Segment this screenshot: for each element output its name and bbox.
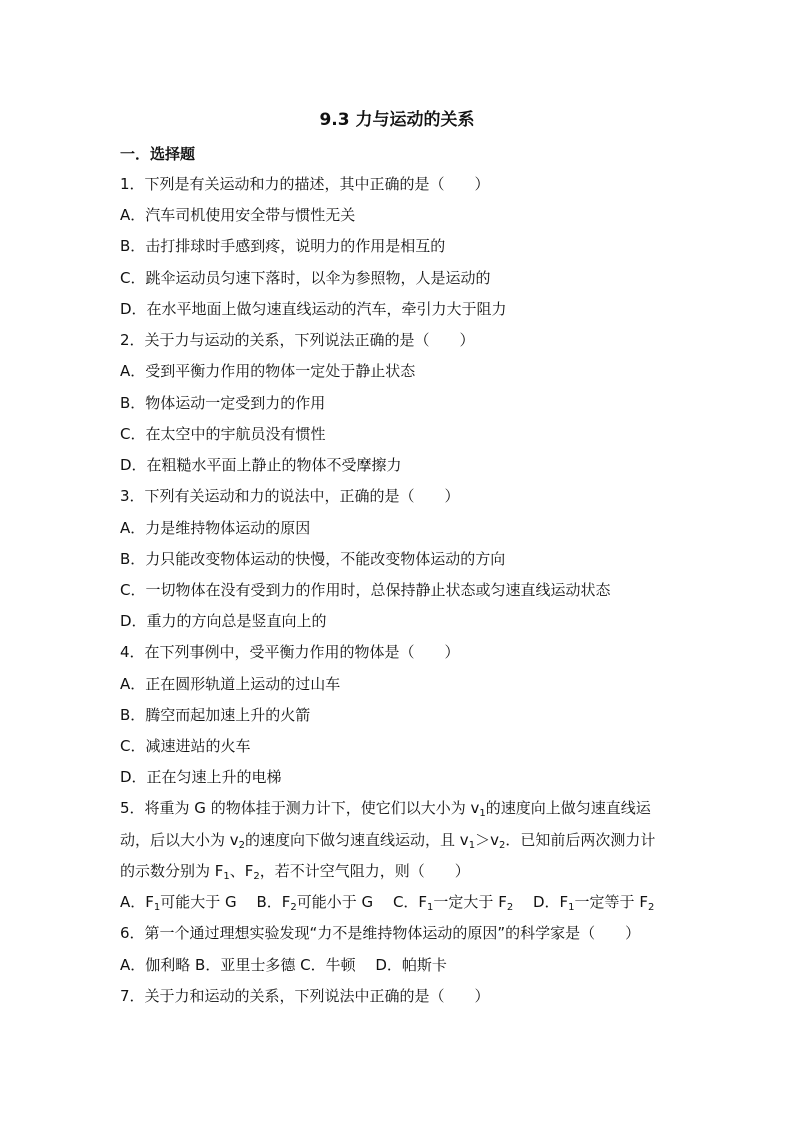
question-line: 动，后以大小为 $v_2$的速度向下做匀速直线运动，且 $v_1>v_2$．已知前后两次测力计 xyxy=(120,831,656,851)
option-a: A．$F_1$可能大于 G xyxy=(120,893,237,913)
option-d: D．$F_1$一定等于 $F_2$ xyxy=(532,893,655,913)
option-line: C．在太空中的宇航员没有惯性 xyxy=(120,425,326,443)
question-line: 5．将重为 G 的物体挂于测力计下，使它们以大小为 $v_1$的速度向上做匀速直线运 xyxy=(120,799,651,819)
question-line: 2．关于力与运动的关系，下列说法正确的是（ ） xyxy=(120,331,475,349)
option-line: D．在粗糙水平面上静止的物体不受摩擦力 xyxy=(120,456,402,474)
question-line: 6．第一个通过理想实验发现“力不是维持物体运动的原因”的科学家是（ ） xyxy=(120,924,641,942)
question-line: 4．在下列事例中，受平衡力作用的物体是（ ） xyxy=(120,643,460,661)
question-line: 3．下列有关运动和力的说法中，正确的是（ ） xyxy=(120,487,460,505)
option-line: B．腾空而起加速上升的火箭 xyxy=(120,706,311,724)
option-line: C．一切物体在没有受到力的作用时，总保持静止状态或匀速直线运动状态 xyxy=(120,581,611,599)
option-line: A．伽利略 B．亚里士多德 C．牛顿 D．帕斯卡 xyxy=(120,956,447,974)
option-line: B．物体运动一定受到力的作用 xyxy=(120,394,326,412)
option-line: A．力是维持物体运动的原因 xyxy=(120,519,311,537)
option-b: B．$F_2$可能小于 G xyxy=(256,893,374,913)
option-line: A．受到平衡力作用的物体一定处于静止状态 xyxy=(120,362,416,380)
question-line: 1．下列是有关运动和力的描述，其中正确的是（ ） xyxy=(120,175,490,193)
option-c: C．$F_1$一定大于 $F_2$ xyxy=(392,893,514,913)
option-line: A．正在圆形轨道上运动的过山车 xyxy=(120,675,341,693)
option-line: D．在水平地面上做匀速直线运动的汽车，牵引力大于阻力 xyxy=(120,300,507,318)
option-line: D．正在匀速上升的电梯 xyxy=(120,768,282,786)
option-line: A．汽车司机使用安全带与惯性无关 xyxy=(120,206,356,224)
page-title: 9.3 力与运动的关系 xyxy=(319,110,475,130)
option-line xyxy=(120,891,654,919)
question-line: 的示数分别为 $F_1$、$F_2$，若不计空气阻力，则（ ） xyxy=(120,862,470,882)
option-line: D．重力的方向总是竖直向上的 xyxy=(120,612,327,630)
question-line: 7．关于力和运动的关系，下列说法中正确的是（ ） xyxy=(120,987,490,1005)
section-heading: 一．选择题 xyxy=(120,145,196,163)
option-line: B．力只能改变物体运动的快慢，不能改变物体运动的方向 xyxy=(120,550,506,568)
option-line: C．跳伞运动员匀速下落时，以伞为参照物，人是运动的 xyxy=(120,269,491,287)
option-line: B．击打排球时手感到疼，说明力的作用是相互的 xyxy=(120,237,446,255)
option-line: C．减速进站的火车 xyxy=(120,737,251,755)
